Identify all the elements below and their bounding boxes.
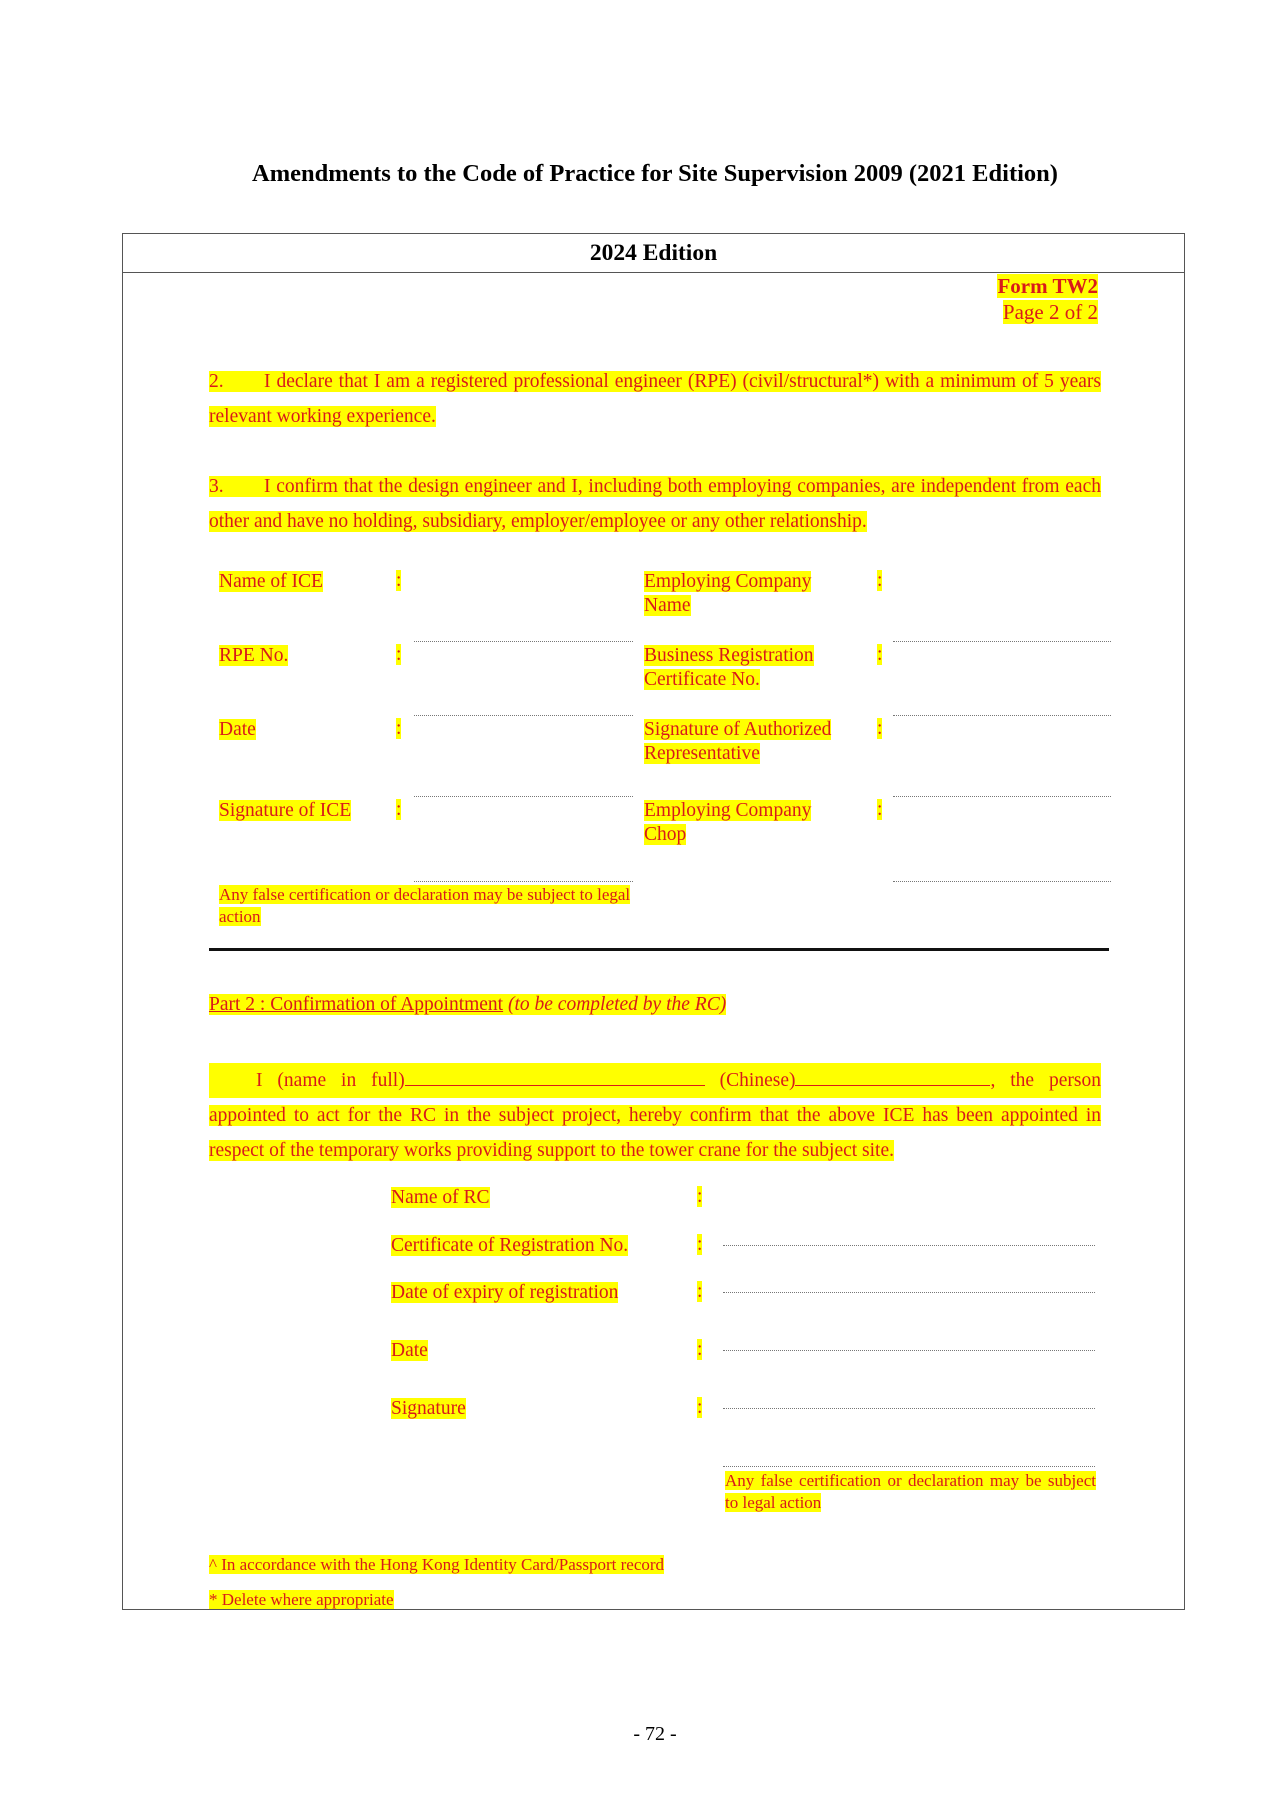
input-line-business-registration[interactable] bbox=[893, 715, 1111, 716]
input-line-name-of-ice[interactable] bbox=[414, 641, 633, 642]
label-business-registration: Business Registration Certificate No. bbox=[644, 645, 814, 690]
part2-heading-note: (to be completed by the RC) bbox=[507, 994, 727, 1015]
declaration-2 bbox=[209, 364, 1101, 434]
input-line-rc-date[interactable] bbox=[723, 1408, 1095, 1409]
input-line-signature-of-ice[interactable] bbox=[414, 881, 633, 882]
part2-name-blank[interactable] bbox=[405, 1063, 705, 1086]
colon: : bbox=[877, 644, 883, 665]
colon: : bbox=[697, 1339, 703, 1360]
colon: : bbox=[697, 1397, 703, 1418]
section-divider bbox=[209, 948, 1109, 951]
edition-heading: 2024 Edition bbox=[123, 234, 1184, 273]
footnote-hkid: ^ In accordance with the Hong Kong Identity Card/Passport record bbox=[209, 1555, 665, 1574]
form-frame bbox=[122, 233, 1185, 1610]
part2-chinese-blank[interactable] bbox=[795, 1063, 990, 1086]
colon: : bbox=[877, 570, 883, 591]
label-signature-authorized: Signature of Authorized Representative bbox=[644, 719, 832, 764]
colon: : bbox=[697, 1186, 703, 1207]
part2-line1-suffix: , the person bbox=[990, 1070, 1101, 1091]
label-rpe-no: RPE No. bbox=[219, 645, 289, 666]
colon: : bbox=[697, 1234, 703, 1255]
declaration-2-text: I declare that I am a registered professional engineer (RPE) (civil/structural*) with a minimum of 5 years relevant working experience. bbox=[209, 371, 1101, 427]
colon: : bbox=[877, 718, 883, 739]
part2-name-label: I (name in full) bbox=[256, 1070, 405, 1091]
input-line-rpe-no[interactable] bbox=[414, 715, 633, 716]
input-line-employing-company-chop[interactable] bbox=[893, 881, 1111, 882]
colon: : bbox=[396, 718, 402, 739]
input-line-name-of-rc[interactable] bbox=[723, 1245, 1095, 1246]
input-line-signature-authorized[interactable] bbox=[893, 796, 1111, 797]
input-line-date[interactable] bbox=[414, 796, 633, 797]
label-name-of-rc: Name of RC bbox=[391, 1187, 490, 1208]
declaration-3-number: 3. bbox=[209, 476, 224, 497]
part2-statement bbox=[209, 1063, 1101, 1168]
colon: : bbox=[396, 570, 402, 591]
label-rc-date: Date bbox=[391, 1340, 428, 1361]
page-of bbox=[1003, 300, 1098, 325]
input-line-date-expiry[interactable] bbox=[723, 1350, 1095, 1351]
part2-chinese-label: (Chinese) bbox=[719, 1070, 796, 1091]
page-number: - 72 - bbox=[633, 1723, 677, 1745]
colon: : bbox=[396, 644, 402, 665]
form-code-text: Form TW2 bbox=[997, 274, 1098, 298]
label-employing-company-chop: Employing Company Chop bbox=[644, 800, 812, 845]
input-line-cert-reg-no[interactable] bbox=[723, 1292, 1095, 1293]
colon: : bbox=[877, 799, 883, 820]
label-date-expiry: Date of expiry of registration bbox=[391, 1282, 619, 1303]
label-cert-reg-no: Certificate of Registration No. bbox=[391, 1235, 629, 1256]
part2-body: appointed to act for the RC in the subject project, hereby confirm that the above ICE has been appointed in respect of the temporary works providing support to the tower crane for the subject site. bbox=[209, 1105, 1101, 1161]
document-title: Amendments to the Code of Practice for Site Supervision 2009 (2021 Edition) bbox=[252, 160, 1058, 187]
rc-false-cert-note: Any false certification or declaration may be subject to legal action bbox=[725, 1471, 1096, 1512]
colon: : bbox=[697, 1281, 703, 1302]
label-name-of-ice: Name of ICE bbox=[219, 571, 323, 592]
page-of-text: Page 2 of 2 bbox=[1002, 300, 1098, 324]
label-employing-company-name: Employing Company Name bbox=[644, 571, 812, 616]
label-date: Date bbox=[219, 719, 256, 740]
part2-heading-text: Part 2 : Confirmation of Appointment bbox=[209, 994, 504, 1015]
label-rc-signature: Signature bbox=[391, 1398, 466, 1419]
input-line-employing-company-name[interactable] bbox=[893, 641, 1111, 642]
footnote-delete: * Delete where appropriate bbox=[209, 1590, 394, 1609]
colon: : bbox=[396, 799, 402, 820]
label-signature-of-ice: Signature of ICE bbox=[219, 800, 352, 821]
input-line-rc-signature[interactable] bbox=[723, 1466, 1095, 1467]
declaration-2-number: 2. bbox=[209, 371, 224, 392]
ice-false-cert-note: Any false certification or declaration may be subject to legal action bbox=[219, 885, 631, 926]
form-code bbox=[997, 274, 1098, 299]
part2-heading bbox=[209, 994, 726, 1016]
declaration-3-text: I confirm that the design engineer and I, including both employing companies, are independent from each other and have no holding, subsidiary, employer/employee or any other relationship. bbox=[209, 476, 1101, 532]
declaration-3 bbox=[209, 469, 1101, 539]
